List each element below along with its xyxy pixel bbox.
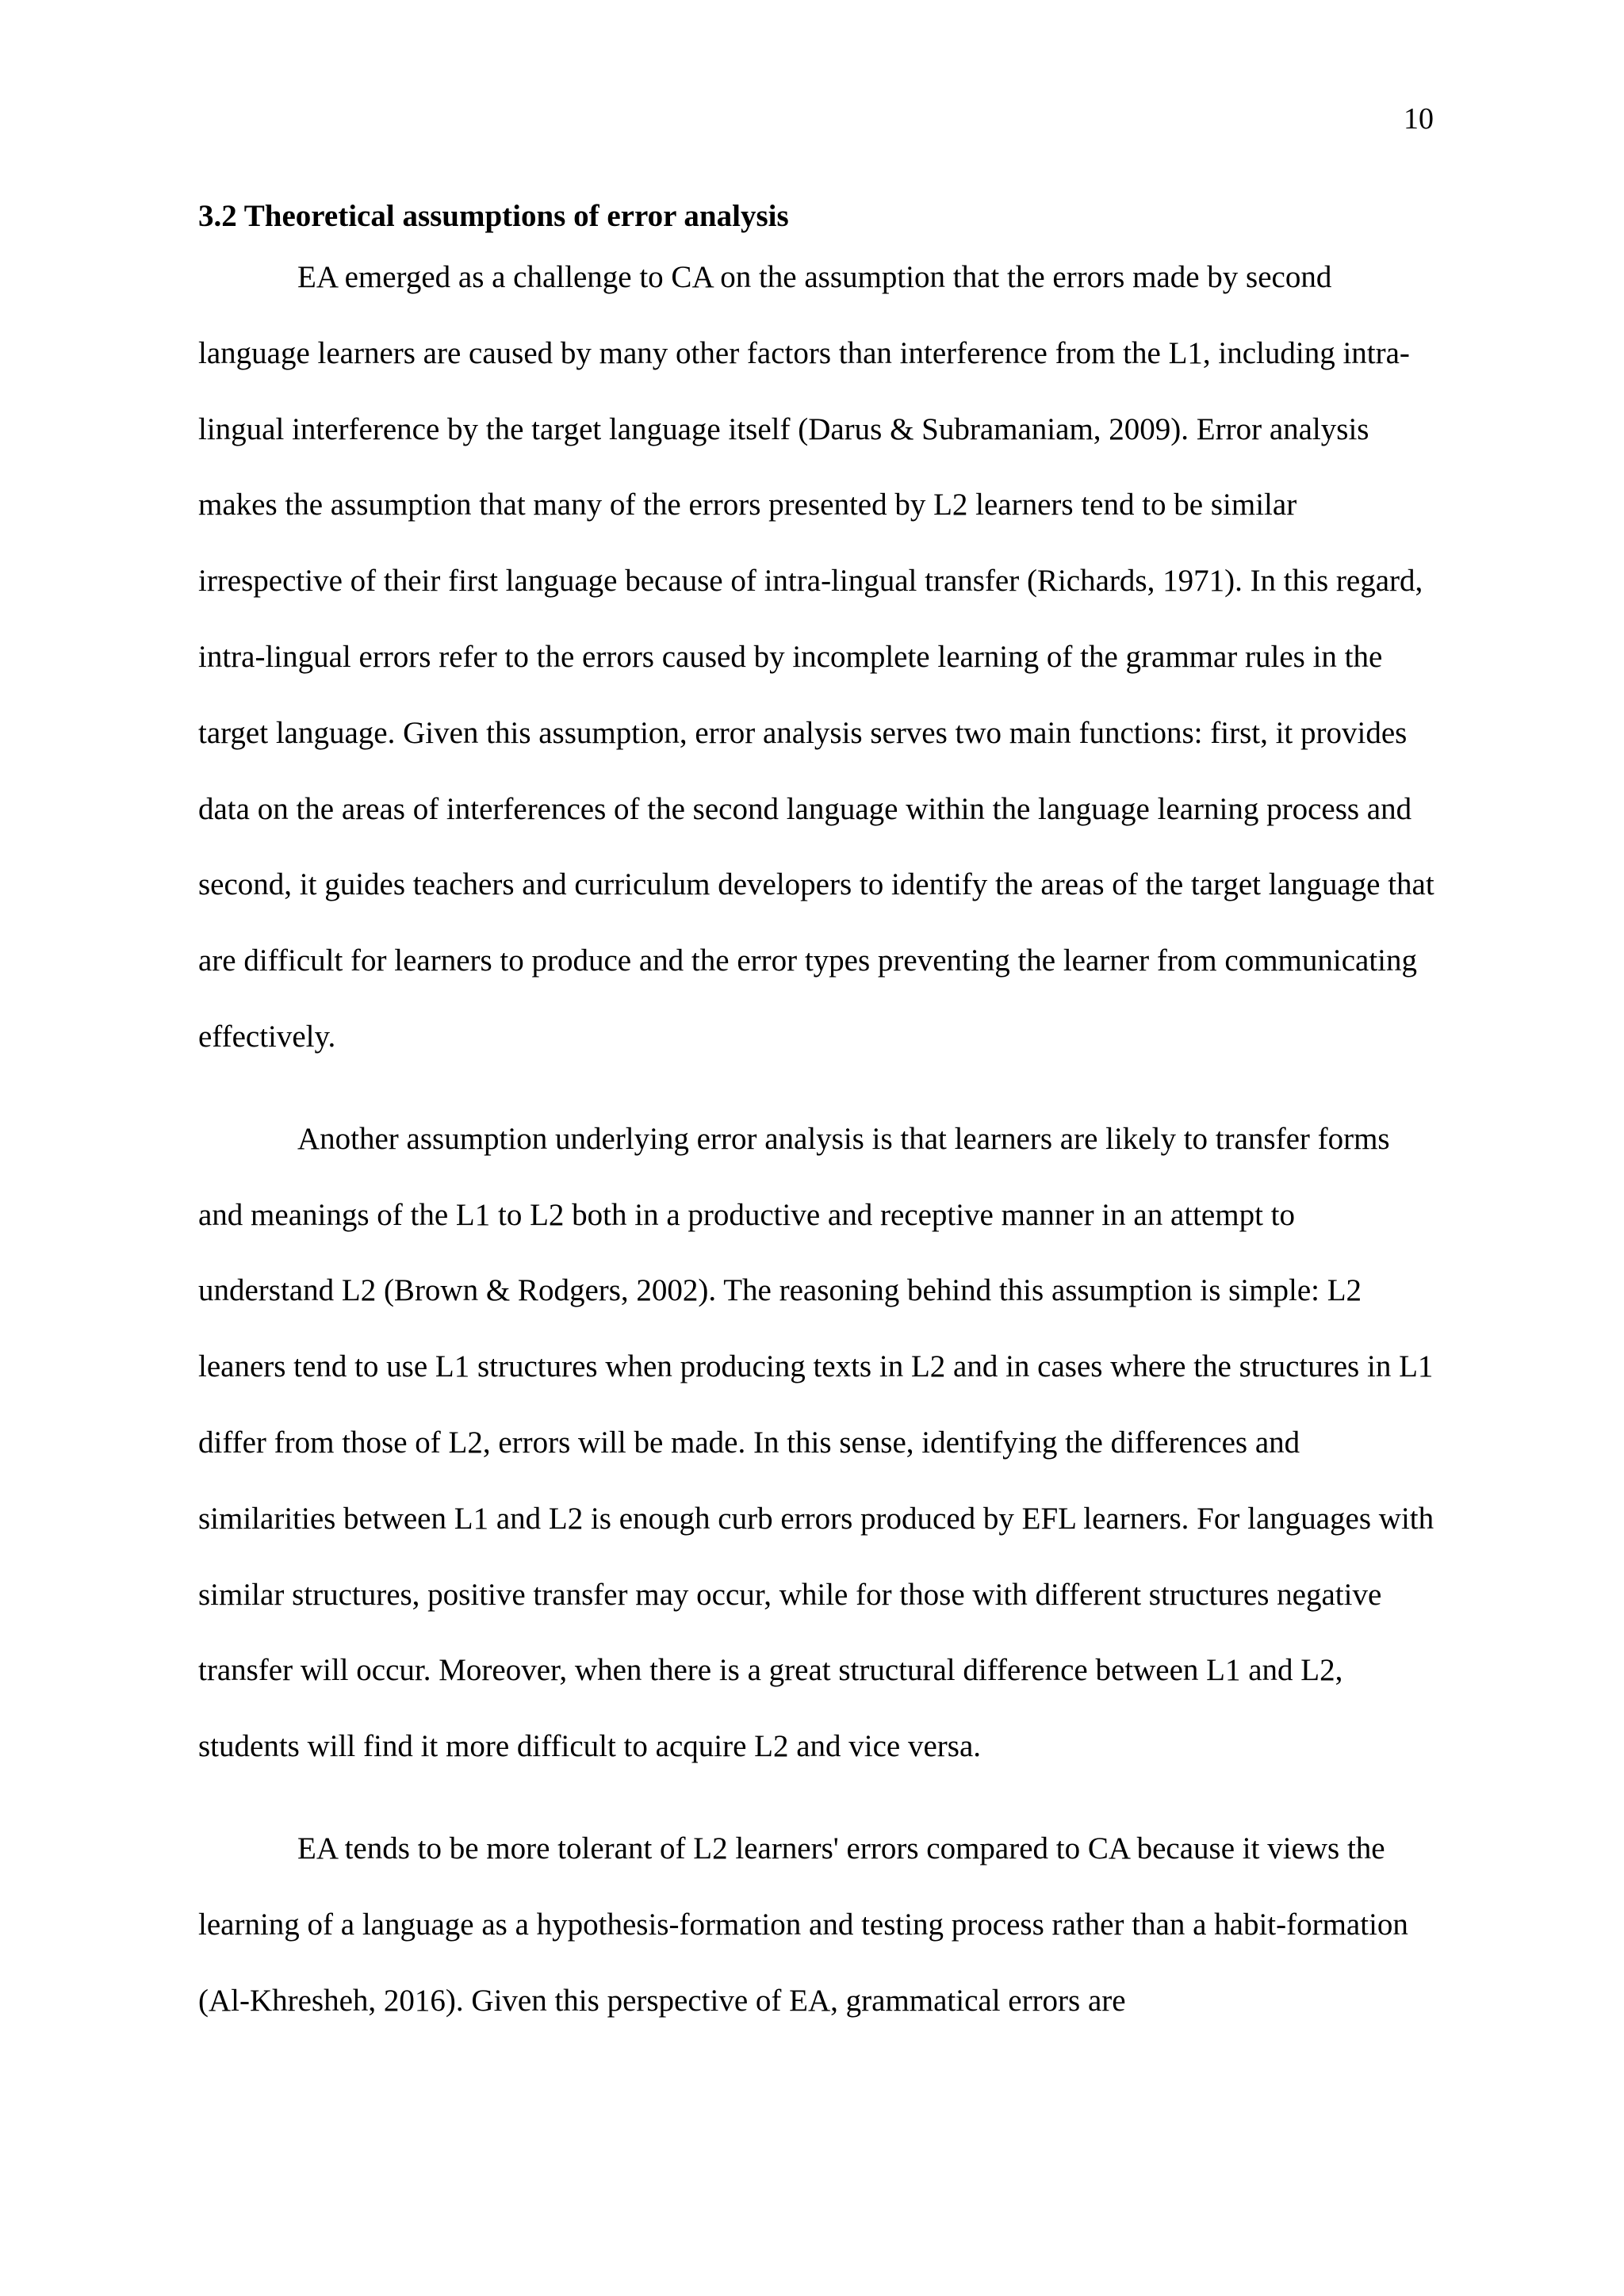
page-content	[198, 198, 1435, 2038]
paragraph-another-assumption: Another assumption underlying error analysis is that learners are likely to transfer forms and meanings of the L1 to L2 both in a productive and receptive manner in an attempt to understand L2 (Brown & Rodgers, 2002). The reasoning behind this assumption is simple: L2 leaners tend to use L1 structures when producing texts in L2 and in cases where the structures in L1 differ from those of L2, errors will be made. In this sense, identifying the differences and similarities between L1 and L2 is enough curb errors produced by EFL learners. For languages with similar structures, positive transfer may occur, while for those with different structures negative transfer will occur. Moreover, when there is a great structural difference between L1 and L2, students will find it more difficult to acquire L2 and vice versa.	[198, 1121, 1434, 1764]
paragraph-ea-tolerant: EA tends to be more tolerant of L2 learners' errors compared to CA because it views the learning of a language as a hypothesis-formation and testing process rather than a habit-formation (Al-Khresheh, 2016). Given this perspective of EA, grammatical errors are	[198, 1831, 1408, 2018]
section-heading: 3.2 Theoretical assumptions of error analysis	[198, 199, 789, 233]
page-number: 10	[1404, 102, 1434, 136]
paragraph-ea-emerged: EA emerged as a challenge to CA on the assumption that the errors made by second language learners are caused by many other factors than interference from the L1, including intra-lingual interference by the target language itself (Darus & Subramaniam, 2009). Error analysis makes the assumption that many of the errors presented by L2 learners tend to be similar irrespective of their first language because of intra-lingual transfer (Richards, 1971). In this regard, intra-lingual errors refer to the errors caused by incomplete learning of the grammar rules in the target language. Given this assumption, error analysis serves two main functions: first, it provides data on the areas of interferences of the second language within the language learning process and second, it guides teachers and curriculum developers to identify the areas of the target language that are difficult for learners to produce and the error types preventing the learner from communicating effectively.	[198, 260, 1434, 1054]
